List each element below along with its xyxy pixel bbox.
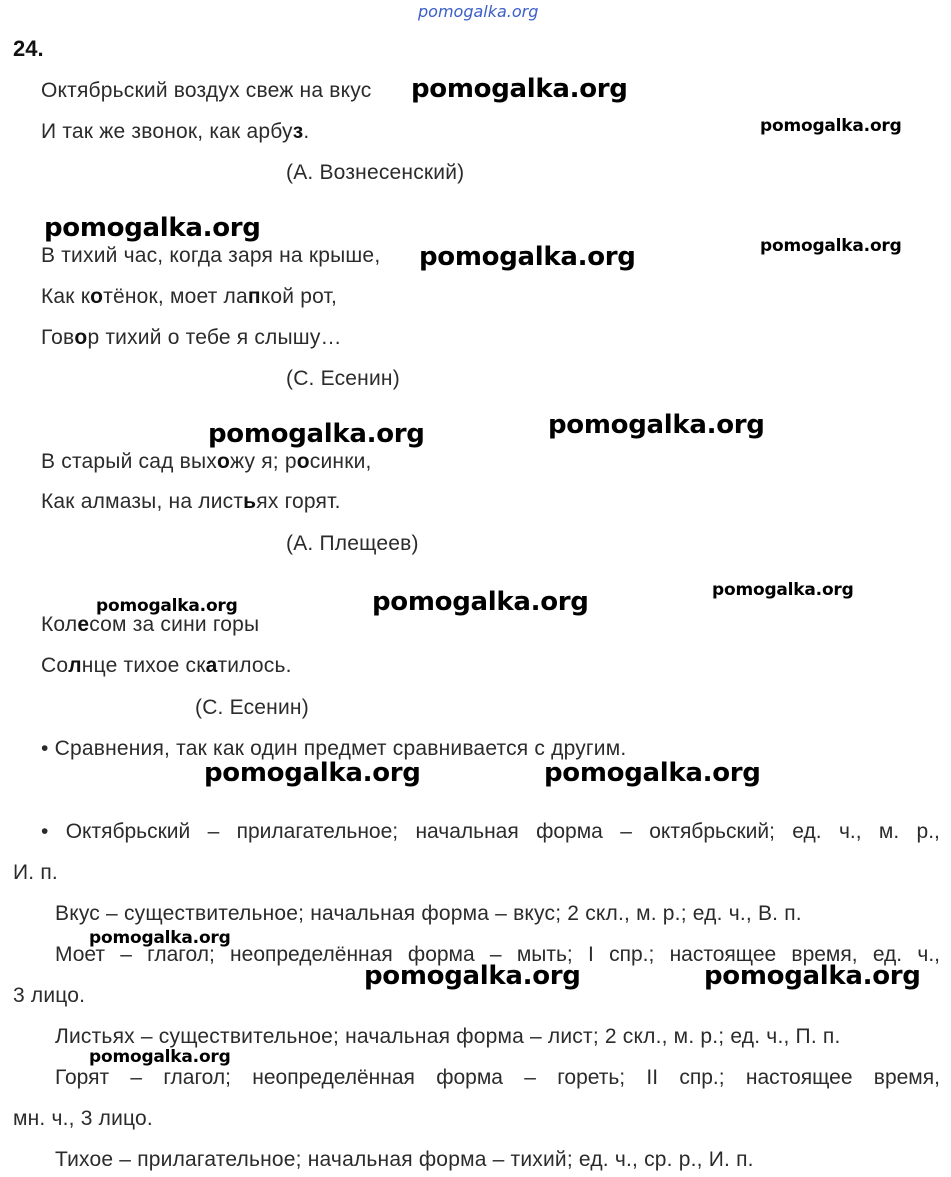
word: форма <box>436 1066 503 1089</box>
watermark: pomogalka.org <box>704 961 921 991</box>
text-segment: р тихий о тебе я слышу… <box>87 326 342 349</box>
text-segment: тилось. <box>217 654 292 677</box>
poem3-line1 <box>41 450 372 474</box>
watermark: pomogalka.org <box>372 587 589 617</box>
poem3-author: (А. Плещеев) <box>286 532 419 555</box>
highlighted-letter: а <box>205 654 218 677</box>
text-segment: . <box>303 120 310 143</box>
word: • <box>41 820 49 843</box>
word: м. <box>878 820 900 843</box>
answer-p5-line2: мн. ч., 3 лицо. <box>13 1107 153 1130</box>
text-segment: И так же звонок, как арбу <box>41 120 293 143</box>
answer-p6: Тихое – прилагательное; начальная форма – тихий; ед. ч., ср. р., И. п. <box>55 1148 754 1171</box>
word: – <box>620 820 632 843</box>
highlighted-letter: ь <box>243 490 257 513</box>
word: форма <box>536 820 603 843</box>
watermark: pomogalka.org <box>419 242 636 272</box>
word: время, <box>791 943 858 966</box>
word: ед. <box>872 943 903 966</box>
word: Октябрьский <box>65 820 191 843</box>
word: мыть; <box>516 943 573 966</box>
word: – <box>130 1066 143 1089</box>
word: – <box>524 1066 536 1089</box>
text-segment: кой рот, <box>260 285 338 308</box>
watermark: pomogalka.org <box>712 580 854 600</box>
word: II <box>646 1066 659 1089</box>
answer-comparison: • Сравнения, так как один предмет сравнивается с другим. <box>41 737 627 760</box>
word: прилагательное; <box>236 820 399 843</box>
text-segment: ях горят. <box>256 490 341 513</box>
word: ч., <box>917 943 940 966</box>
highlighted-letter: л <box>68 654 82 677</box>
poem2-line1: В тихий час, когда заря на крыше, <box>41 244 381 267</box>
poem4-line2 <box>41 654 292 678</box>
word: форма <box>407 943 475 966</box>
highlighted-letter: з <box>292 120 304 143</box>
answer-p3-line2: 3 лицо. <box>13 984 86 1007</box>
task-number: 24. <box>13 36 44 61</box>
word: неопределённая <box>230 943 393 966</box>
watermark: pomogalka.org <box>411 74 628 104</box>
word: настоящее <box>669 943 777 966</box>
text-segment: жу я; р <box>230 450 297 473</box>
highlighted-letter: о <box>216 450 230 473</box>
word: спр.; <box>609 943 655 966</box>
word: настоящее <box>745 1066 853 1089</box>
watermark: pomogalka.org <box>548 410 765 440</box>
highlighted-letter: о <box>296 450 310 473</box>
word: октябрьский; <box>649 820 775 843</box>
text-segment: тёнок, моет ла <box>103 285 248 308</box>
watermark: pomogalka.org <box>760 116 902 136</box>
highlighted-letter: о <box>90 285 104 308</box>
word: р., <box>916 820 940 843</box>
word: – <box>120 943 132 966</box>
answer-p4: Листьях – существительное; начальная форма – лист; 2 скл., м. р.; ед. ч., П. п. <box>55 1025 841 1048</box>
word: – <box>489 943 502 966</box>
highlighted-letter: п <box>247 285 261 308</box>
poem1-line2 <box>41 120 309 144</box>
watermark: pomogalka.org <box>96 596 238 616</box>
watermark: pomogalka.org <box>89 1047 231 1067</box>
answer-p5-line1 <box>55 1066 940 1090</box>
watermark: pomogalka.org <box>208 419 425 449</box>
poem1-line1: Октябрьский воздух свеж на вкус <box>41 79 372 102</box>
watermark: pomogalka.org <box>89 928 231 948</box>
text-segment: В старый сад вых <box>41 450 217 473</box>
poem1-author: (А. Вознесенский) <box>286 161 465 184</box>
poem4-author: (С. Есенин) <box>195 696 309 719</box>
text-segment: Кол <box>41 613 78 636</box>
text-segment: Как алмазы, на лист <box>41 490 244 513</box>
watermark: pomogalka.org <box>364 961 581 991</box>
text-segment: нце тихое ск <box>81 654 206 677</box>
text-segment: Со <box>41 654 69 677</box>
word: глагол; <box>147 943 215 966</box>
watermark: pomogalka.org <box>544 758 761 788</box>
word: Горят <box>55 1066 110 1089</box>
watermark: pomogalka.org <box>44 213 261 243</box>
poem2-line3 <box>41 326 342 350</box>
answer-p2: Вкус – существительное; начальная форма – вкус; 2 скл., м. р.; ед. ч., В. п. <box>55 902 802 925</box>
word: глагол; <box>163 1066 231 1089</box>
word: гореть; <box>557 1066 626 1089</box>
highlighted-letter: о <box>74 326 88 349</box>
poem3-line2 <box>41 490 341 514</box>
poem4-line1 <box>41 613 259 637</box>
highlighted-letter: е <box>77 613 90 636</box>
watermark: pomogalka.org <box>760 236 902 256</box>
site-header: pomogalka.org <box>418 2 539 21</box>
text-segment: Как к <box>41 285 91 308</box>
word: Моет <box>55 943 106 966</box>
word: начальная <box>415 820 519 843</box>
poem2-line2 <box>41 285 337 309</box>
text-segment: сом за сини горы <box>89 613 260 636</box>
answer-p1-line1 <box>41 820 940 844</box>
answer-p1-line2: И. п. <box>13 861 58 884</box>
word: спр.; <box>679 1066 725 1089</box>
watermark: pomogalka.org <box>204 758 421 788</box>
word: ед. <box>792 820 822 843</box>
word: время, <box>873 1066 940 1089</box>
word: I <box>588 943 594 966</box>
word: – <box>207 820 220 843</box>
text-segment: Гов <box>41 326 75 349</box>
poem2-author: (С. Есенин) <box>286 367 400 390</box>
word: ч., <box>838 820 862 843</box>
word: неопределённая <box>252 1066 415 1089</box>
text-segment: синки, <box>309 450 372 473</box>
